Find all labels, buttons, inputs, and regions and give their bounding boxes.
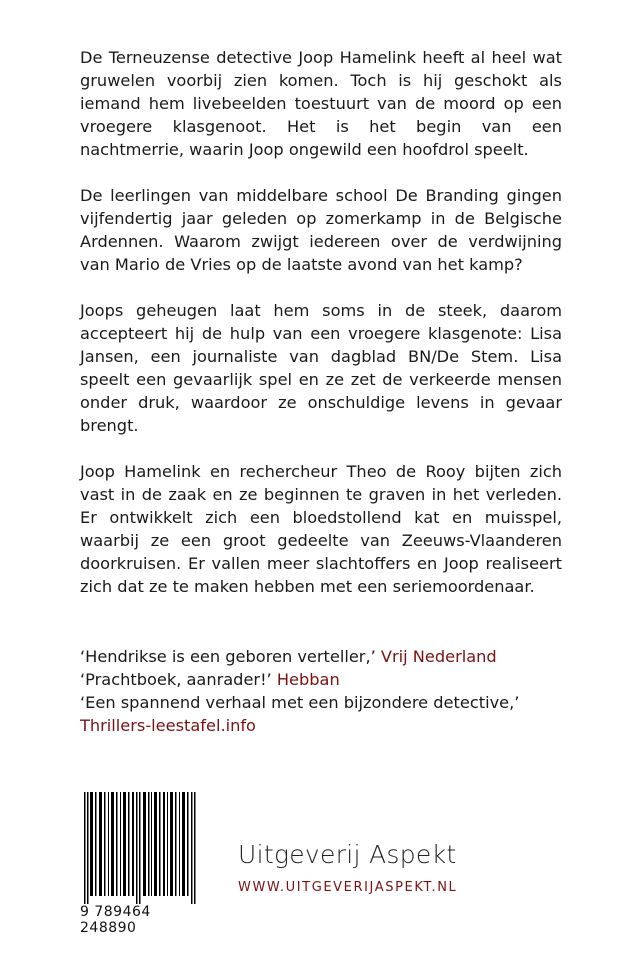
publisher-website[interactable]: WWW.UITGEVERIJASPEKT.NL (238, 880, 458, 895)
quote-3-source: Thrillers-leestafel.info (80, 716, 256, 735)
quote-source: Hebban (276, 670, 340, 689)
review-quotes (80, 645, 560, 737)
isbn-number: 9 789464 248890 (80, 904, 200, 936)
isbn-barcode (80, 792, 200, 936)
publisher-name: Uitgeverij Aspekt (238, 840, 457, 869)
blurb-paragraph-3: Joops geheugen laat hem soms in de steek, daarom accepteert hij de hulp van een vroegere klasgenote: Lisa Jansen, een journaliste van dagblad BN/De Stem. Lisa speelt een gevaarlijk spel en ze zet de verkeerde mensen onder druk, waardoor ze onschuldige levens in gevaar brengt. (80, 301, 562, 435)
barcode-bars-icon (80, 792, 198, 904)
quote-3: ‘Een spannend verhaal met een bijzondere detective,’ (80, 693, 520, 712)
quote-2: ‘Prachtboek, aanrader!’ Hebban (80, 670, 340, 689)
blurb-paragraph-4: Joop Hamelink en rechercheur Theo de Rooy bijten zich vast in de zaak en ze beginnen te graven in het verleden. Er ontwikkelt zich een bloedstollend kat en muisspel, waarbij ze een groot gedeelte van Zeeuws-Vlaanderen doorkruisen. Er vallen meer slachtoffers en Joop realiseert zich dat ze te maken hebben met een seriemoordenaar. (80, 462, 562, 596)
blurb (80, 46, 562, 621)
blurb-paragraph-2: De leerlingen van middelbare school De Branding gingen vijfendertig jaar geleden op zomerkamp in de Belgische Ardennen. Waarom zwijgt iedereen over de verdwijning van Mario de Vries op de laatste avond van het kamp? (80, 186, 562, 274)
quote-source: Vrij Nederland (380, 647, 497, 666)
blurb-paragraph-1: De Terneuzense detective Joop Hamelink heeft al heel wat gruwelen voorbij zien komen. Toch is hij geschokt als iemand hem livebeelden toestuurt van de moord op een vroegere klasgenoot. Het is het begin van een nachtmerrie, waarin Joop ongewild een hoofdrol speelt. (80, 48, 562, 159)
quote-1: ‘Hendrikse is een geboren verteller,’ Vrij Nederland (80, 647, 497, 666)
